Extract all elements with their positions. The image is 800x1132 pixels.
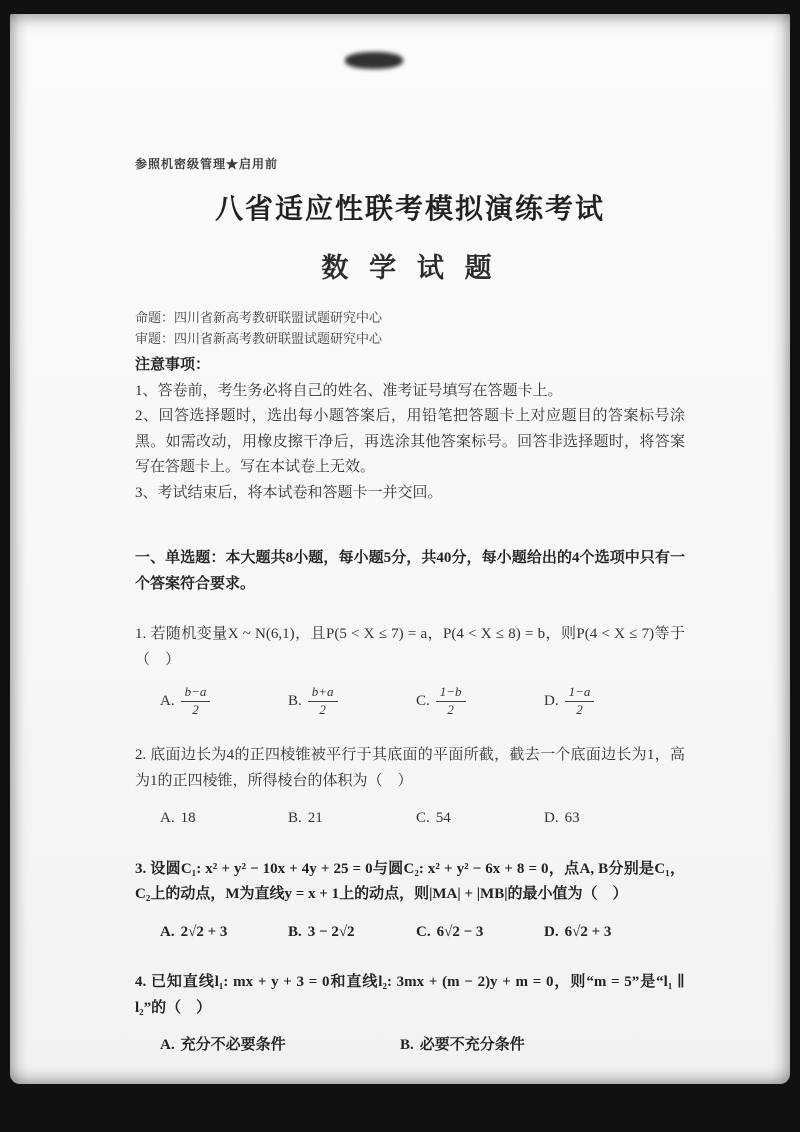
q1-option-b [288,685,416,718]
fraction [308,685,338,718]
fraction [565,685,595,718]
option-label: C. [416,693,430,710]
q3-option-d [544,920,611,946]
question-3-text: 3. 设圆C₁: x² + y² − 10x + 4y + 25 = 0与圆C₂: x² + y² − 6x + 8 = 0，点A, B分别是C₁，C₂上的动点，M为直线y = x + 1上的动点，则|MA| + |MB|的最小值为（ ） [135,860,685,903]
option-label: B. [288,693,302,710]
option-label: C. [416,923,431,940]
notice-item-1: 1、答卷前，考生务必将自己的姓名、准考证号填写在答题卡上。 [135,382,563,399]
notice-item-2: 2、回答选择题时，选出每小题答案后，用铅笔把答题卡上对应题目的答案标号涂黑。如需改动，用橡皮擦干净后，再选涂其他答案标号。回答非选择题时，将答案写在答题卡上。写在本试卷上无效。 [135,408,685,476]
paper-sheet [10,14,790,1084]
notice-heading: 注意事项： [135,357,211,374]
setter-line: 命题：四川省新高考教研联盟试题研究中心 [135,309,383,325]
option-value: 充分不必要条件 [180,1037,286,1054]
fraction-numerator: b−a [181,685,211,702]
q1-option-c [416,685,544,718]
question-2-text: 2. 底面边长为4的正四棱锥被平行于其底面的平面所截，截去一个底面边长为1，高为1的正四棱锥，所得棱台的体积为（ ） [135,747,685,789]
classification-label: 参照机密级管理★启用前 [135,157,279,171]
q3-option-c [416,920,544,946]
notice-item-3: 3、考试结束后，将本试卷和答题卡一并交回。 [135,484,443,501]
question-1-options [135,685,685,718]
section-heading: 一、单选题：本大题共8小题，每小题5分，共40分，每小题给出的4个选项中只有一个答案符合要求。 [135,550,685,592]
question-3-options [135,920,685,946]
question-2-options [135,806,685,832]
fraction-denominator: 2 [319,702,326,718]
option-value: 3 − 2√2 [307,923,355,940]
option-label: B. [288,810,302,827]
question-4-options [135,1033,685,1059]
option-value: 54 [435,810,451,827]
option-value: 必要不充分条件 [419,1037,525,1054]
question-1-text: 1. 若随机变量X ~ N(6,1)，且P(5 < X ≤ 7) = a，P(4 < X ≤ 8) = b，则P(4 < X ≤ 7)等于（ ） [135,626,685,668]
option-value: 63 [564,810,580,827]
reviewer-line: 审题：四川省新高考教研联盟试题研究中心 [135,330,383,346]
option-label: C. [416,810,430,827]
fraction-denominator: 2 [192,702,199,718]
fraction-denominator: 2 [447,702,454,718]
option-label: A. [160,923,175,940]
option-label: B. [400,1037,414,1054]
option-value: 6√2 − 3 [436,923,484,940]
fraction-numerator: b+a [308,685,338,702]
fraction [436,685,466,718]
exam-title: 八省适应性联考模拟演练考试 [214,194,605,226]
exam-subtitle: 数 学 试 题 [321,252,499,283]
option-label: A. [160,693,175,710]
fraction-numerator: 1−b [436,685,466,702]
q2-option-b [288,806,416,832]
option-label: A. [160,1037,175,1054]
q2-option-c [416,806,544,832]
q4-option-b [400,1033,640,1059]
fraction [181,685,211,718]
fraction-numerator: 1−a [565,685,595,702]
option-label: A. [160,810,175,827]
option-value: 2√2 + 3 [180,923,228,940]
option-value: 6√2 + 3 [564,923,612,940]
exam-content [10,14,790,1059]
q1-option-d [544,685,594,718]
question-4-text: 4. 已知直线l₁: mx + y + 3 = 0和直线l₂: 3mx + (m − 2)y + m = 0，则“m = 5”是“l₁ ∥ l₂”的（ ） [135,974,685,1016]
option-label: B. [288,923,302,940]
option-value: 18 [180,810,196,827]
q2-option-d [544,806,580,832]
option-label: D. [544,923,559,940]
option-label: D. [544,693,559,710]
q1-option-a [160,685,288,718]
q2-option-a [160,806,288,832]
option-label: D. [544,810,559,827]
option-value: 21 [307,810,323,827]
fraction-denominator: 2 [576,702,583,718]
q3-option-b [288,920,416,946]
q3-option-a [160,920,288,946]
q4-option-a [160,1033,400,1059]
